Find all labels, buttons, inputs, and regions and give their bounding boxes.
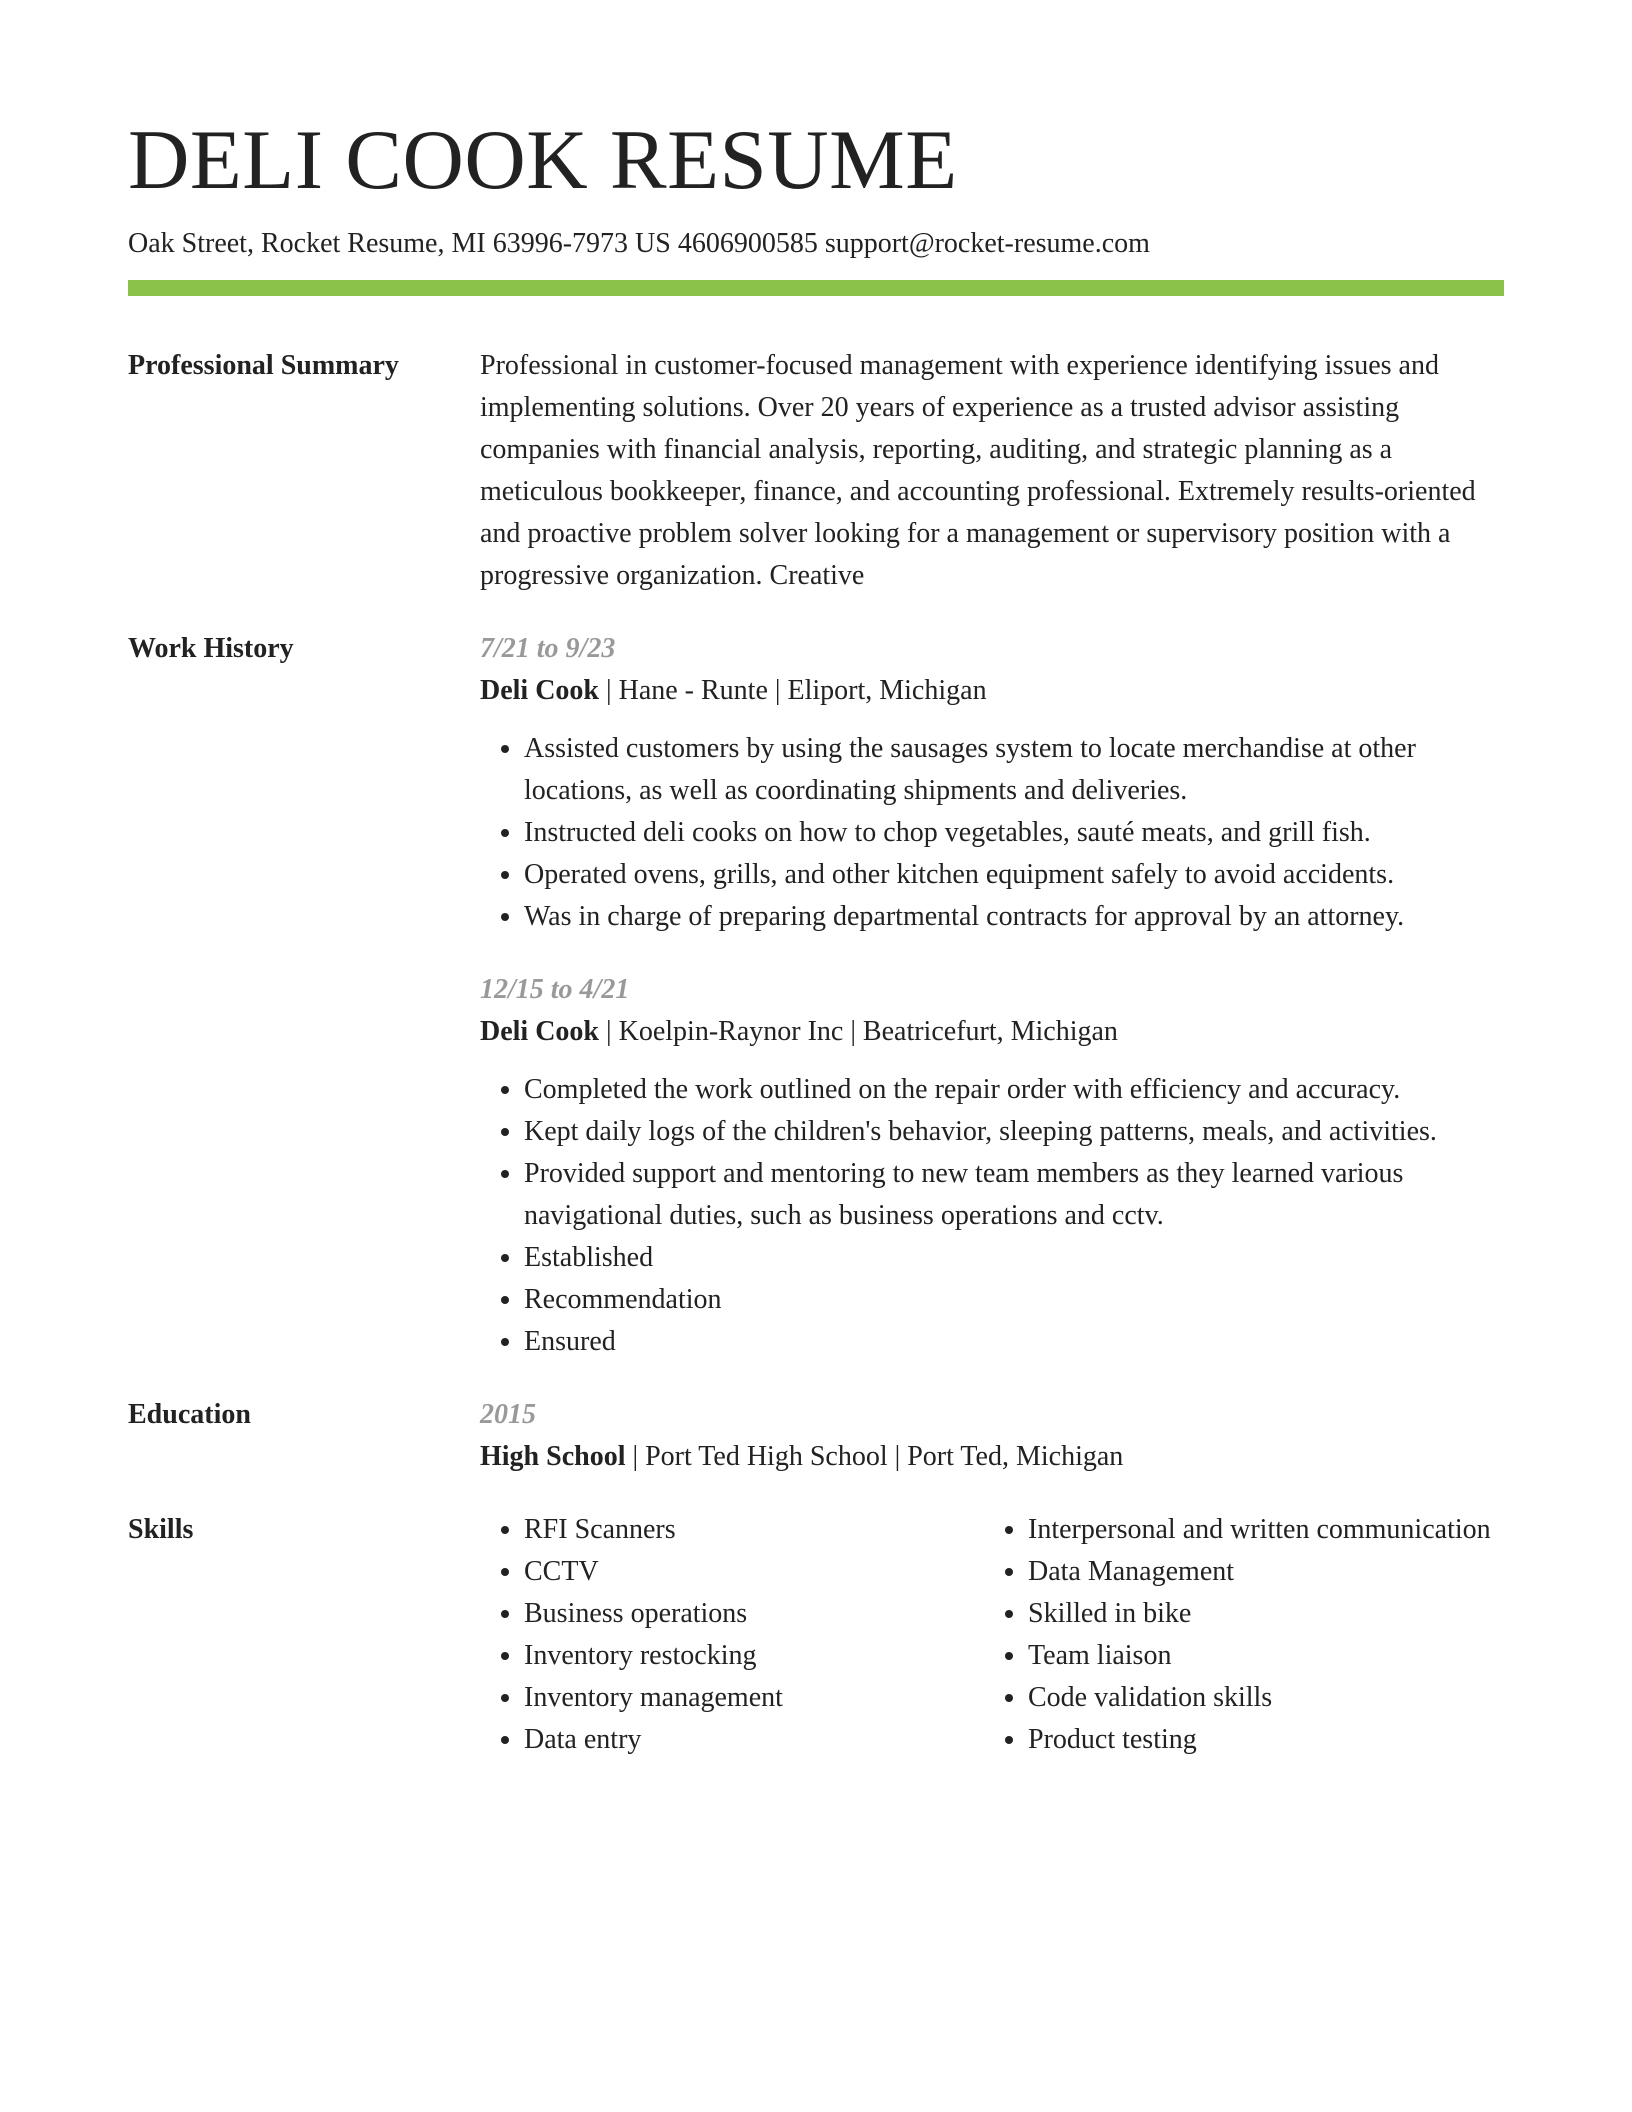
- skills-column-right: [984, 1509, 1504, 1761]
- list-item: • Instructed deli cooks on how to chop vegetables, sauté meats, and grill fish.: [524, 812, 1504, 854]
- skill-item: • Interpersonal and written communication: [1028, 1509, 1504, 1551]
- skills-grid: [480, 1509, 1504, 1761]
- skill-item: • Inventory management: [524, 1677, 984, 1719]
- job-dates: 7/21 to 9/23: [480, 632, 616, 664]
- job-heading: [480, 1011, 1504, 1053]
- job-heading: [480, 670, 1504, 712]
- resume-title: DELI COOK RESUME: [128, 113, 958, 207]
- skills-section: [128, 1509, 1504, 1761]
- job-title: Deli Cook: [480, 674, 599, 706]
- work-history-body: [480, 628, 1504, 1363]
- summary-section: [128, 345, 1504, 597]
- job-entry: [480, 628, 1504, 938]
- contact-line: Oak Street, Rocket Resume, MI 63996-7973 US 4606900585 support@rocket-resume.com: [128, 228, 1150, 259]
- skill-item: • Data Management: [1028, 1551, 1504, 1593]
- skill-item: • Inventory restocking: [524, 1635, 984, 1677]
- education-section: [128, 1394, 1504, 1478]
- job-bullets: [480, 1069, 1504, 1363]
- skills-heading: Skills: [128, 1513, 194, 1545]
- education-degree: High School: [480, 1440, 626, 1472]
- job-details: | Hane - Runte | Eliport, Michigan: [599, 674, 987, 706]
- list-item: • Operated ovens, grills, and other kitchen equipment safely to avoid accidents.: [524, 854, 1504, 896]
- education-heading: Education: [128, 1398, 251, 1430]
- skill-item: • Data entry: [524, 1719, 984, 1761]
- summary-heading: Professional Summary: [128, 349, 399, 381]
- header-divider: [128, 280, 1504, 296]
- skill-item: • Team liaison: [1028, 1635, 1504, 1677]
- job-dates: 12/15 to 4/21: [480, 973, 630, 1005]
- list-item: • Was in charge of preparing departmental contracts for approval by an attorney.: [524, 896, 1504, 938]
- education-body: [480, 1394, 1504, 1478]
- skill-item: • Product testing: [1028, 1719, 1504, 1761]
- list-item: • Completed the work outlined on the repair order with efficiency and accuracy.: [524, 1069, 1504, 1111]
- work-history-section: [128, 628, 1504, 1363]
- resume-page: [128, 0, 1504, 1761]
- skill-item: • RFI Scanners: [524, 1509, 984, 1551]
- job-bullets: [480, 728, 1504, 938]
- skill-item: • Skilled in bike: [1028, 1593, 1504, 1635]
- list-item: • Ensured: [524, 1321, 1504, 1363]
- skill-item: • Business operations: [524, 1593, 984, 1635]
- list-item: • Provided support and mentoring to new team members as they learned various navigational duties, such as business operations and cctv.: [524, 1153, 1504, 1237]
- work-history-heading: Work History: [128, 632, 294, 664]
- skill-item: • Code validation skills: [1028, 1677, 1504, 1719]
- skills-column-left: [480, 1509, 984, 1761]
- skill-item: • CCTV: [524, 1551, 984, 1593]
- skills-list-right: [984, 1509, 1504, 1761]
- skills-list-left: [480, 1509, 984, 1761]
- list-item: • Established: [524, 1237, 1504, 1279]
- list-item: • Assisted customers by using the sausages system to locate merchandise at other locations, as well as coordinating shipments and deliveries.: [524, 728, 1504, 812]
- education-year: 2015: [480, 1398, 536, 1430]
- job-details: | Koelpin-Raynor Inc | Beatricefurt, Michigan: [599, 1015, 1118, 1047]
- education-details: | Port Ted High School | Port Ted, Michigan: [625, 1440, 1124, 1472]
- job-title: Deli Cook: [480, 1015, 599, 1047]
- list-item: • Kept daily logs of the children's behavior, sleeping patterns, meals, and activities.: [524, 1111, 1504, 1153]
- education-heading-line: [480, 1436, 1504, 1478]
- list-item: • Recommendation: [524, 1279, 1504, 1321]
- job-entry: [480, 969, 1504, 1363]
- summary-text: Professional in customer-focused management with experience identifying issues and implementing solutions. Over 20 years of experience as a trusted advisor assisting companies with financial analysis, reporting, auditing, and strategic planning as a meticulous bookkeeper, finance, and accounting professional. Extremely results-oriented and proactive problem solver looking for a management or supervisory position with a progressive organization. Creative: [480, 349, 1476, 591]
